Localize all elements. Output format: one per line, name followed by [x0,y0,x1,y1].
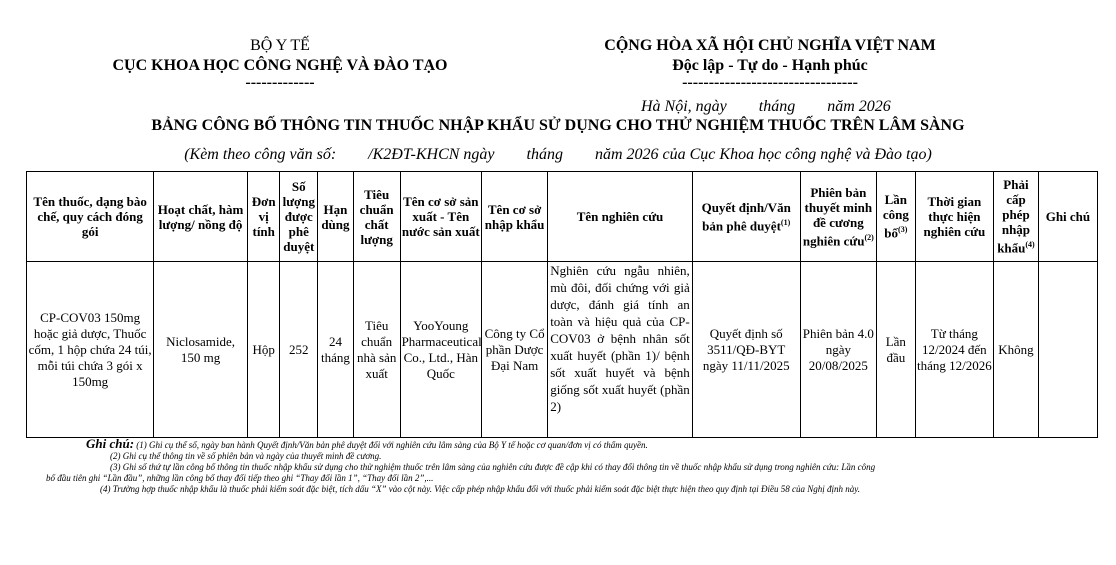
header-decision: Quyết định/Văn bản phê duyệt$^{(1)}$ [692,172,800,262]
motto: Độc lập - Tự do - Hạnh phúc [672,57,868,74]
header-quantity: Số lượng được phê duyệt [280,172,318,262]
header-expiry: Hạn dùng [318,172,354,262]
cell-study: Nghiên cứu ngẫu nhiên, mù đôi, đối chứng với giả dược, đánh giá tính an toàn và hiệu quả của CP-COV03 ở bệnh nhân sốt xuất huyết (phần 1)/ bệnh sốt xuất huyết và bệnh giống sốt xuất huyết (phần 2) [548,262,693,438]
cell-decision: Quyết định số 3511/QĐ-BYT ngày 11/11/2025 [692,262,800,438]
cell-standard: Tiêu chuẩn nhà sản xuất [353,262,400,438]
header-note: Ghi chú [1038,172,1097,262]
cell-version: Phiên bản 4.0 ngày 20/08/2025 [800,262,876,438]
header-drug: Tên thuốc, dạng bào chế, quy cách đóng gói [27,172,154,262]
header-period: Thời gian thực hiện nghiên cứu [915,172,993,262]
motto-divider: --------------------------------- [682,74,858,91]
header-unit: Đơn vị tính [247,172,280,262]
issuer-divider: ------------- [245,74,315,91]
header-announce: Lần công bố$^{(3)}$ [877,172,916,262]
date-line: Hà Nội, ngày tháng năm 2026 [641,98,891,115]
footnote-3: (3) Ghi số thứ tự lần công bố thông tin thuốc nhập khẩu sử dụng cho thử nghiệm thuốc trên lâm sàng của nghiên cứu được đề cập khi có thay đổi thông tin về thuốc nhập khẩu sử dụng trong nghiên cứu: Lần công [110,462,876,472]
cell-manufacturer: YooYoung Pharmaceutical Co., Ltd., Hàn Quốc [400,262,481,438]
document-title: BẢNG CÔNG BỐ THÔNG TIN THUỐC NHẬP KHẨU SỬ DỤNG CHO THỬ NGHIỆM THUỐC TRÊN LÂM SÀNG [151,117,965,134]
cell-permit: Không [994,262,1039,438]
cell-unit: Hộp [247,262,280,438]
footnote-1: Ghi chú: (1) Ghi cụ thể số, ngày ban hành Quyết định/Văn bản phê duyệt đối với nghiên cứu lâm sàng của Bộ Y tế hoặc cơ quan/đơn vị có thẩm quyền. [86,436,648,451]
cell-note [1038,262,1097,438]
cell-quantity: 252 [280,262,318,438]
header-permit: Phải cấp phép nhập khẩu$^{(4)}$ [994,172,1039,262]
department-name: CỤC KHOA HỌC CÔNG NGHỆ VÀ ĐÀO TẠO [112,57,448,74]
footnote-3-cont: bố đầu tiên ghi “Lần đầu”, những lần công bố thay đổi tiếp theo ghi “Thay đổi lần 1”, “Thay đổi lần 2”,... [46,473,434,483]
footnote-4: (4) Trường hợp thuốc nhập khẩu là thuốc phải kiểm soát đặc biệt, tích dấu “X” vào cột này. Việc cấp phép nhập khẩu đối với thuốc phải kiểm soát đặc biệt thực hiện theo quy định tại Điều 58 của Nghị định này. [100,484,860,494]
cell-drug: CP-COV03 150mg hoặc giả dược, Thuốc cốm, 1 hộp chứa 24 túi, mỗi túi chứa 3 gói x 150mg [27,262,154,438]
header-standard: Tiêu chuẩn chất lượng [353,172,400,262]
country-name: CỘNG HÒA XÃ HỘI CHỦ NGHĨA VIỆT NAM [604,37,936,54]
ministry-name: BỘ Y TẾ [250,37,310,54]
footnotes [46,436,1056,495]
table-header-row [27,172,1098,262]
document-subtitle: (Kèm theo công văn số: /K2ĐT-KHCN ngày tháng năm 2026 của Cục Khoa học công nghệ và Đào tạo) [184,146,932,163]
drug-info-table [26,171,1098,438]
header-study: Tên nghiên cứu [548,172,693,262]
cell-period: Từ tháng 12/2024 đến tháng 12/2026 [915,262,993,438]
issuer-block [60,36,500,90]
header-active: Hoạt chất, hàm lượng/ nồng độ [154,172,248,262]
table-row [27,262,1098,438]
header-manufacturer: Tên cơ sở sản xuất - Tên nước sản xuất [400,172,481,262]
header-version: Phiên bản thuyết minh đề cương nghiên cứu$^{(2)}$ [800,172,876,262]
header-importer: Tên cơ sở nhập khẩu [482,172,548,262]
national-header [560,36,980,90]
cell-active: Niclosamide, 150 mg [154,262,248,438]
cell-announce: Lần đầu [877,262,916,438]
footnote-label: Ghi chú: [86,436,135,451]
footnote-2: (2) Ghi cụ thể thông tin về số phiên bản và ngày của thuyết minh đề cương. [110,451,382,461]
cell-expiry: 24 tháng [318,262,354,438]
cell-importer: Công ty Cổ phần Dược Đại Nam [482,262,548,438]
